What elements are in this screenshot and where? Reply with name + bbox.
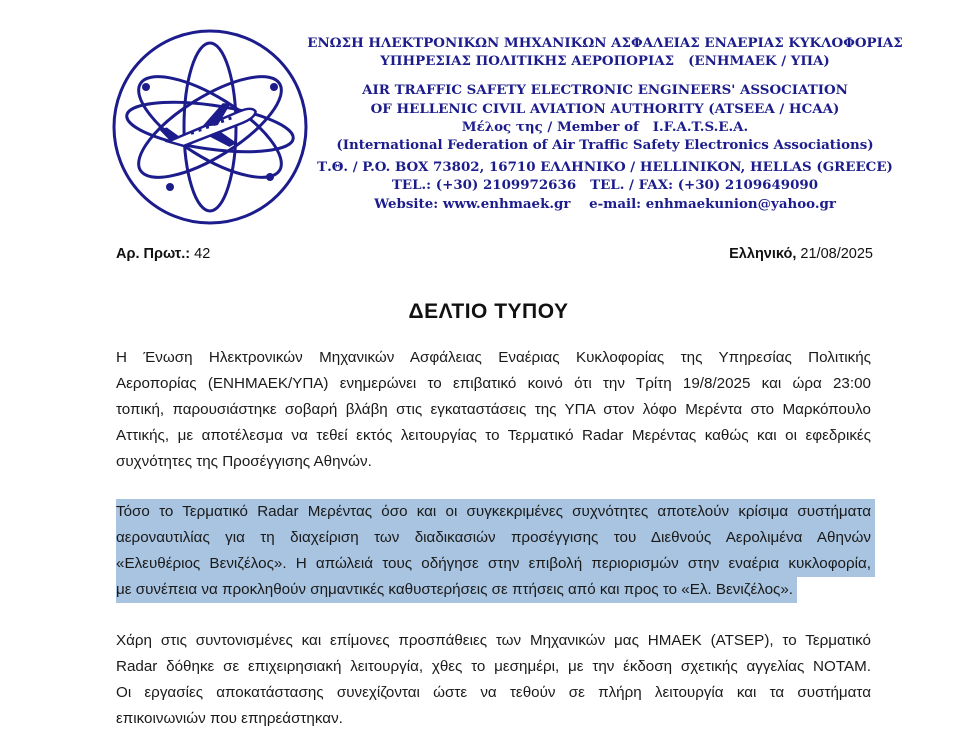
press-release-title: ΔΕΛΤΙΟ ΤΥΠΟΥ xyxy=(408,300,569,323)
text-line: Η Ένωση Ηλεκτρονικών Μηχανικών Ασφάλειας Εναέριας Κυκλοφορίας της Υπηρεσίας Πολιτικής xyxy=(116,349,871,366)
org-name-english-line1: AIR TRAFFIC SAFETY ELECTRONIC ENGINEERS' ASSOCIATION xyxy=(362,82,848,99)
text-line: Οι εργασίες αποκατάστασης συνεχίζονται ώστε να τεθούν σε πλήρη λειτουργία και τα συστήματα xyxy=(116,684,871,701)
protocol-number xyxy=(116,246,210,262)
selected-text-line[interactable]: Τόσο το Τερματικό Radar Μερέντας όσο και οι συγκεκριμένες συχνότητες αποτελούν κρίσιμα συστήματα xyxy=(116,499,875,525)
place-date xyxy=(729,246,873,262)
postal-address: Τ.Θ. / P.O. BOX 73802, 16710 ΕΛΛΗΝΙΚΟ / HELLINIKON, HELLAS (GREECE) xyxy=(317,159,893,176)
text-line: Αττικής, με αποτέλεσμα να τεθεί εκτός λειτουργίας το Τερματικό Radar Μερέντας καθώς και οι εφεδρικές xyxy=(116,427,871,444)
org-name-greek-line2: ΥΠΗΡΕΣΙΑΣ ΠΟΛΙΤΙΚΗΣ ΑΕΡΟΠΟΡΙΑΣ (ΕΝΗΜΑΕΚ / ΥΠΑ) xyxy=(380,53,830,70)
letterhead xyxy=(300,34,910,213)
association-logo xyxy=(110,27,310,227)
selected-text-line[interactable]: «Ελευθέριος Βενιζέλος». Η απώλειά τους οδήγησε στην επιβολή περιορισμών στην εναέρια κυκλοφορία, xyxy=(116,551,875,577)
atom-airplane-icon xyxy=(110,27,310,227)
paragraph-1 xyxy=(116,345,871,475)
text-line: συχνότητες της Προσέγγισης Αθηνών. xyxy=(116,453,372,470)
phone-numbers: TEL.: (+30) 2109972636 TEL. / FAX: (+30) 2109649090 xyxy=(391,177,819,194)
selected-text-line[interactable]: με συνέπεια να προκληθούν σημαντικές καθυστερήσεις σε πτήσεις από και προς το «Ελ. Βενιζέλος». xyxy=(116,577,797,603)
text-line: Radar δόθηκε σε επιχειρησιακή λειτουργία, χθες το μεσημέρι, με την έκδοση σχετικής αγγελίας NOTAM. xyxy=(116,658,871,675)
membership-line: Μέλος της / Member of I.F.A.T.S.E.A. xyxy=(461,118,749,135)
paragraph-2-selected[interactable] xyxy=(116,499,871,603)
date-value: 21/08/2025 xyxy=(796,246,873,262)
protocol-value: 42 xyxy=(190,246,211,262)
org-name-english-line2: OF HELLENIC CIVIL AVIATION AUTHORITY (ATSEEA / HCAA) xyxy=(370,100,840,117)
org-name-greek-line1: ΕΝΩΣΗ ΗΛΕΚΤΡΟΝΙΚΩΝ ΜΗΧΑΝΙΚΩΝ ΑΣΦΑΛΕΙΑΣ ΕΝΑΕΡΙΑΣ ΚΥΚΛΟΦΟΡΙΑΣ xyxy=(307,35,903,51)
selected-text-line[interactable]: αεροναυτιλίας για τη διαχείριση των διαδικασιών προσέγγισης του Διεθνούς Αερολιμένα Αθηνών xyxy=(116,525,875,551)
web-contact: Website: www.enhmaek.gr e-mail: enhmaekunion@yahoo.gr xyxy=(374,195,836,212)
protocol-label: Αρ. Πρωτ.: xyxy=(116,246,191,262)
text-line: Αεροπορίας (ΕΝΗΜΑΕΚ/ΥΠΑ) ενημερώνει το επιβατικό κοινό ότι την Τρίτη 19/8/2025 και ώρα 23:00 xyxy=(116,375,871,392)
federation-line: (International Federation of Air Traffic Safety Electronics Associations) xyxy=(336,137,874,154)
place-label: Ελληνικό, xyxy=(729,246,797,262)
text-line: τοπική, παρουσιάστηκε σοβαρή βλάβη στις εγκαταστάσεις της ΥΠΑ στον λόφο Μερέντα στο Μαρκόπουλο xyxy=(116,401,871,418)
text-line: επικοινωνιών που επηρεάστηκαν. xyxy=(116,710,343,727)
text-line: Χάρη στις συντονισμένες και επίμονες προσπάθειες των Μηχανικών μας ΗΜΑΕΚ (ATSEP), το Τερματικό xyxy=(116,632,871,649)
paragraph-3 xyxy=(116,628,871,732)
